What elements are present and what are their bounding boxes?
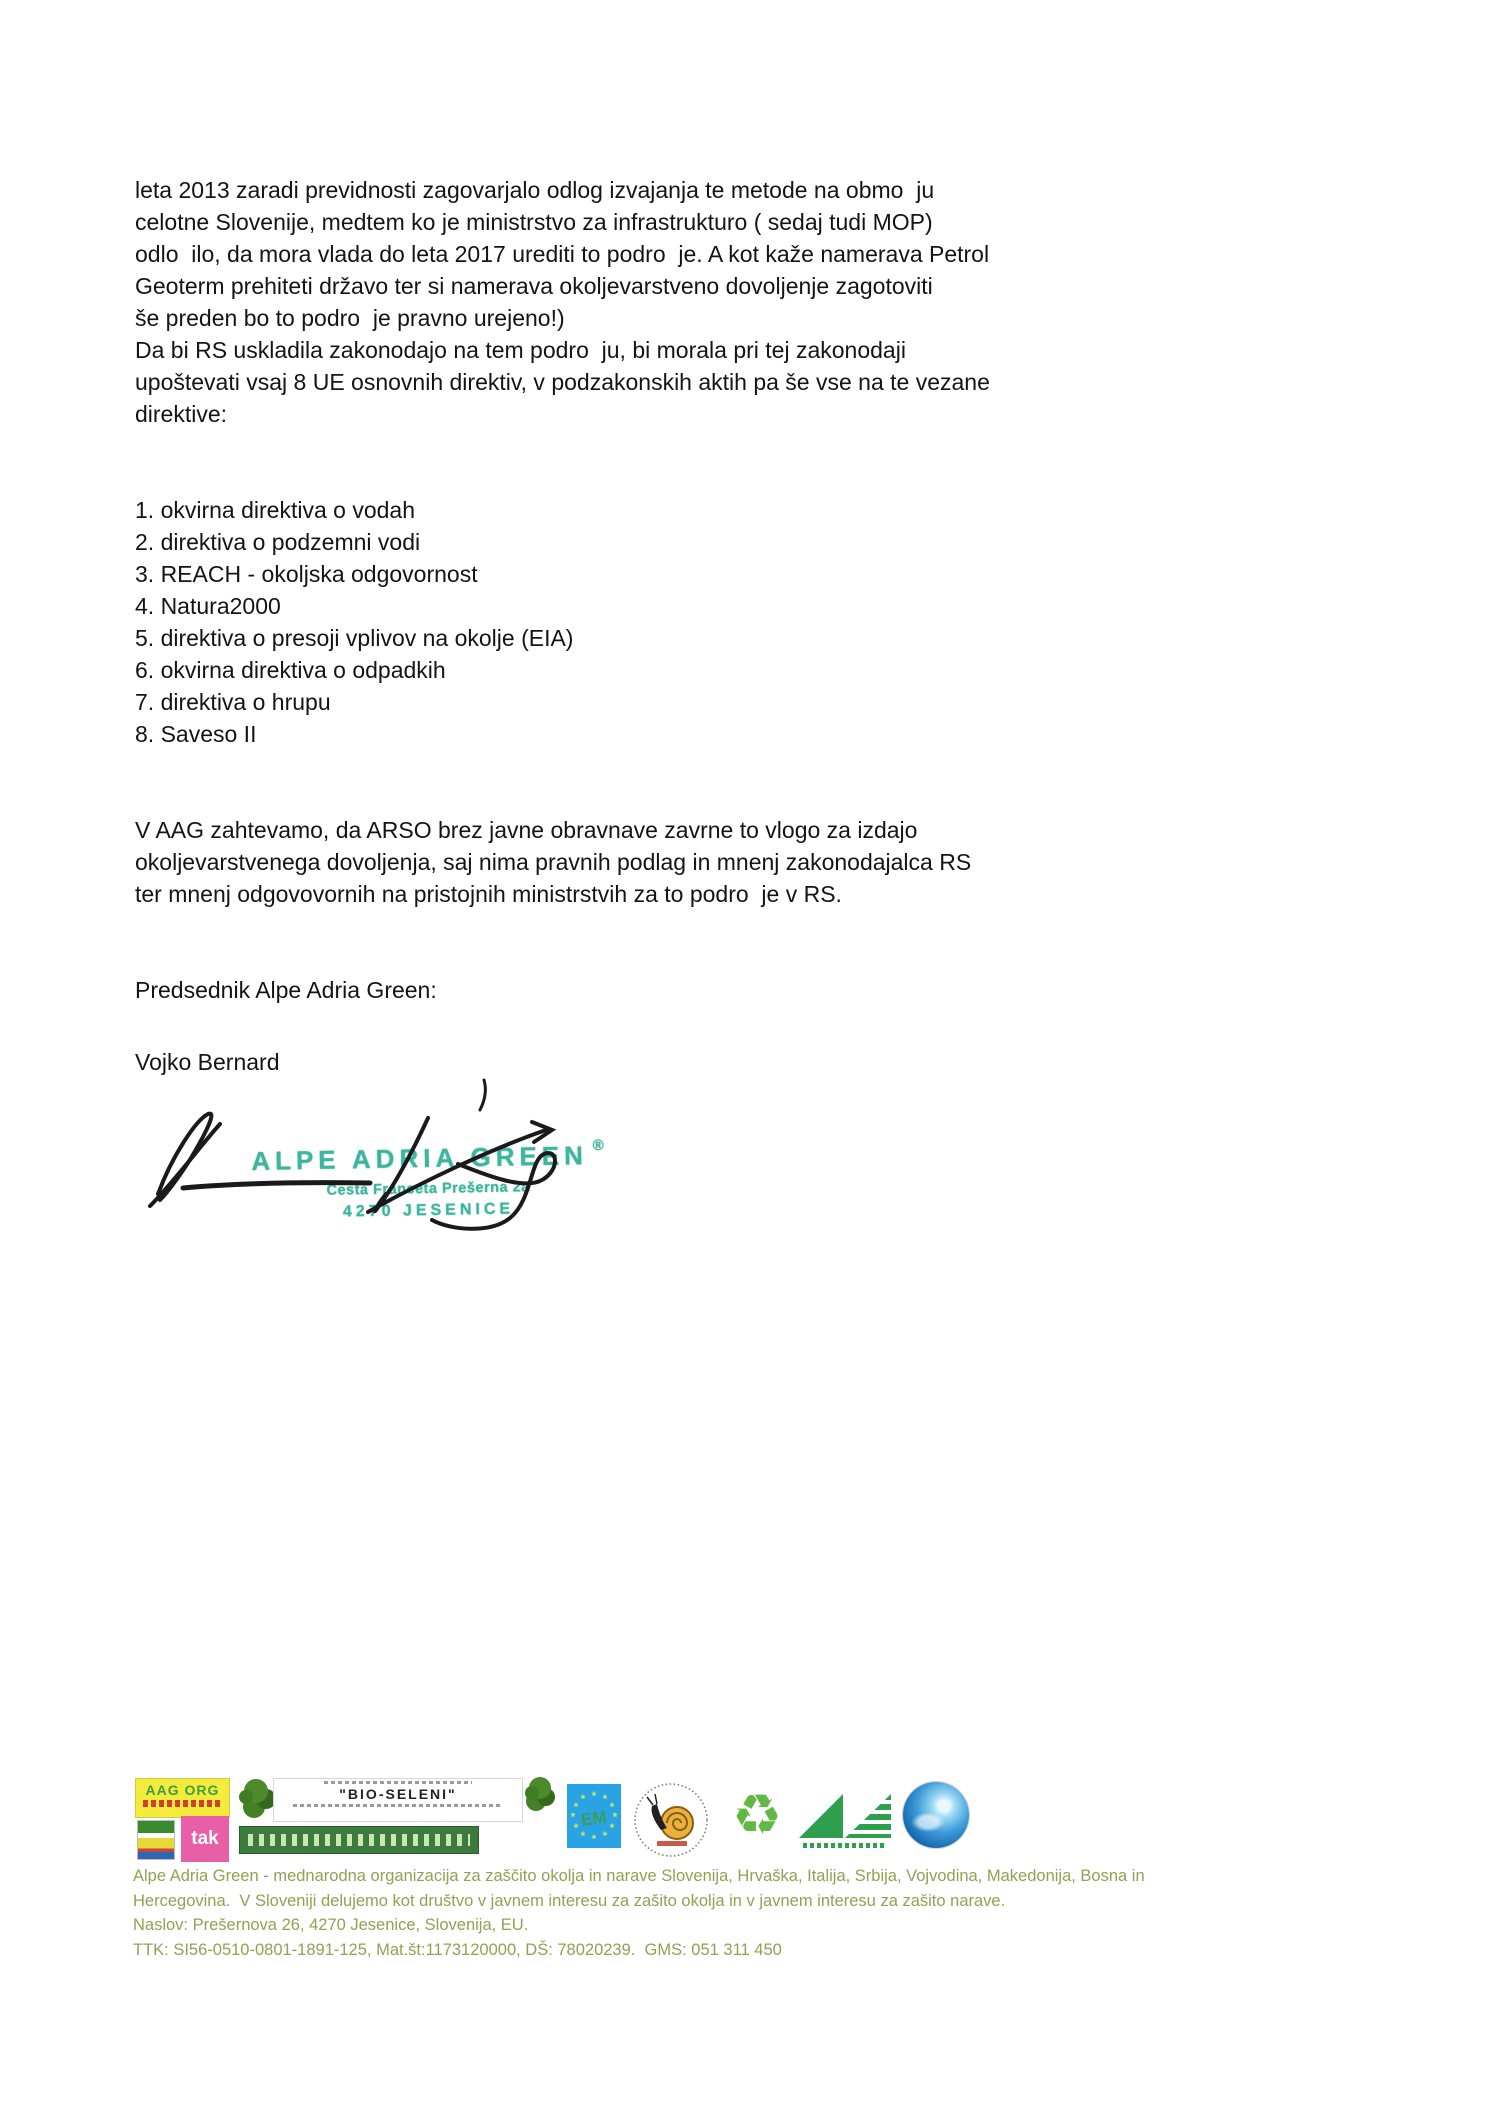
text-line: še preden bo to podro je pravno urejeno!): [135, 305, 565, 331]
list-item: 6. okvirna direktiva o odpadkih: [135, 657, 446, 683]
tree-icon: [525, 1786, 539, 1800]
svg-text:*: *: [591, 1832, 597, 1846]
organization-footer: [133, 1864, 1413, 1962]
list-item: 3. REACH - okoljska odgovornost: [135, 561, 478, 587]
text-line: Da bi RS uskladila zakonodajo na tem podro ju, bi morala pri tej zakonodaji: [135, 337, 906, 363]
bio-seleni-banner: [273, 1778, 523, 1822]
svg-text:*: *: [580, 1829, 586, 1843]
text-line: odlo ilo, da mora vlada do leta 2017 urediti to podro je. A kot kaže namerava Petrol: [135, 241, 990, 267]
svg-text:*: *: [591, 1789, 597, 1803]
tak-logo: [181, 1816, 229, 1862]
banner-smalltext-bar: [324, 1781, 473, 1784]
handwritten-signature: [128, 1072, 608, 1272]
svg-text:*: *: [612, 1810, 618, 1824]
text-line: direktive:: [135, 401, 228, 427]
footer-line: Alpe Adria Green - mednarodna organizacija za zaščito okolja in narave Slovenija, Hrvaška, Italija, Srbija, Vojvodina, Makedonija, Bosna in: [133, 1867, 1145, 1885]
list-item: 1. okvirna direktiva o vodah: [135, 497, 415, 523]
tree-icon: [239, 1790, 253, 1804]
striped-triangle: [845, 1794, 891, 1838]
mountains-smalltext-bar: [803, 1843, 887, 1848]
svg-text:*: *: [570, 1810, 576, 1824]
text-line: upoštevati vsaj 8 UE osnovnih direktiv, v podzakonskih aktih pa še vse na te vezane: [135, 369, 990, 395]
aag-mini-badge-logo: [137, 1820, 175, 1860]
footer-line: TTK: SI56-0510-0801-1891-125, Mat.št:1173120000, DŠ: 78020239. GMS: 051 311 450: [133, 1940, 782, 1959]
paragraph-intro: [135, 174, 989, 334]
recycle-icon: ♻: [731, 1783, 783, 1848]
snail-logo: [631, 1782, 711, 1858]
svg-text:*: *: [573, 1800, 579, 1814]
svg-text:*: *: [609, 1800, 615, 1814]
text-line: celotne Slovenije, medtem ko je ministrstvo za infrastrukturo ( sedaj tudi MOP): [135, 209, 933, 235]
bio-seleni-label: "BIO-SELENI": [339, 1786, 457, 1802]
footer-line: Hercegovina. V Sloveniji delujemo kot društvo v javnem interesu za zašito okolja in v javnem interesu za zašito narave.: [133, 1891, 1006, 1910]
bio-seleni-banner-logo: [233, 1776, 563, 1862]
mountain-triangles-logo: [799, 1792, 891, 1848]
svg-text:*: *: [573, 1821, 579, 1835]
stamp-city: 4270 JESENICE: [342, 1200, 515, 1221]
text-line: okoljevarstvenega dovoljenja, saj nima pravnih podlag in mnenj zakonodajalca RS: [135, 849, 972, 875]
footer-logos-row: [135, 1776, 975, 1864]
paragraph-demand: [135, 814, 971, 910]
signature-area: [128, 1072, 608, 1272]
registered-trademark-icon: ®: [592, 1136, 604, 1155]
signoff-title: Predsednik Alpe Adria Green:: [135, 977, 437, 1003]
svg-text:*: *: [580, 1792, 586, 1806]
aag-org-subtext-bar: [143, 1800, 223, 1807]
list-item: 2. direktiva o podzemni vodi: [135, 529, 421, 555]
aag-org-logo: [135, 1778, 230, 1818]
svg-text:*: *: [609, 1821, 615, 1835]
directives-list: [135, 494, 573, 750]
aag-org-label: AAG ORG: [145, 1782, 220, 1798]
solid-triangle: [799, 1794, 843, 1838]
em-eu-stars-logo: [567, 1784, 621, 1848]
signoff-name: Vojko Bernard: [135, 1049, 280, 1075]
stamp-address: Cesta Franceta Prešerna 2a: [326, 1179, 530, 1199]
tak-label: tak: [191, 1828, 219, 1849]
list-item: 5. direktiva o presoji vplivov na okolje (EIA): [135, 625, 574, 651]
banner-smalltext-bar: [293, 1804, 504, 1807]
svg-text:*: *: [602, 1792, 608, 1806]
strip-text-pattern: [248, 1834, 470, 1846]
footer-line: Naslov: Prešernova 26, 4270 Jesenice, Slovenija, EU.: [133, 1916, 529, 1934]
list-item: 8. Saveso II: [135, 721, 257, 747]
text-line: Geoterm prehiteti državo ter si namerava okoljevarstveno dovoljenje zagotoviti: [135, 273, 933, 299]
green-text-strip: [239, 1826, 479, 1854]
list-item: 7. direktiva o hrupu: [135, 689, 331, 715]
svg-text:*: *: [602, 1829, 608, 1843]
stamp-org-name: ALPE ADRIA GREEN ®: [251, 1136, 604, 1177]
paragraph-legislation: [135, 334, 990, 430]
em-label: EM: [579, 1807, 608, 1830]
text-line: leta 2013 zaradi previdnosti zagovarjalo odlog izvajanja te metode na obmo ju: [135, 177, 935, 203]
list-item: 4. Natura2000: [135, 593, 281, 619]
earth-globe-logo: [903, 1782, 969, 1848]
text-line: ter mnenj odgovovornih na pristojnih ministrstvih za to podro je v RS.: [135, 881, 842, 907]
text-line: V AAG zahtevamo, da ARSO brez javne obravnave zavrne to vlogo za izdajo: [135, 817, 918, 843]
